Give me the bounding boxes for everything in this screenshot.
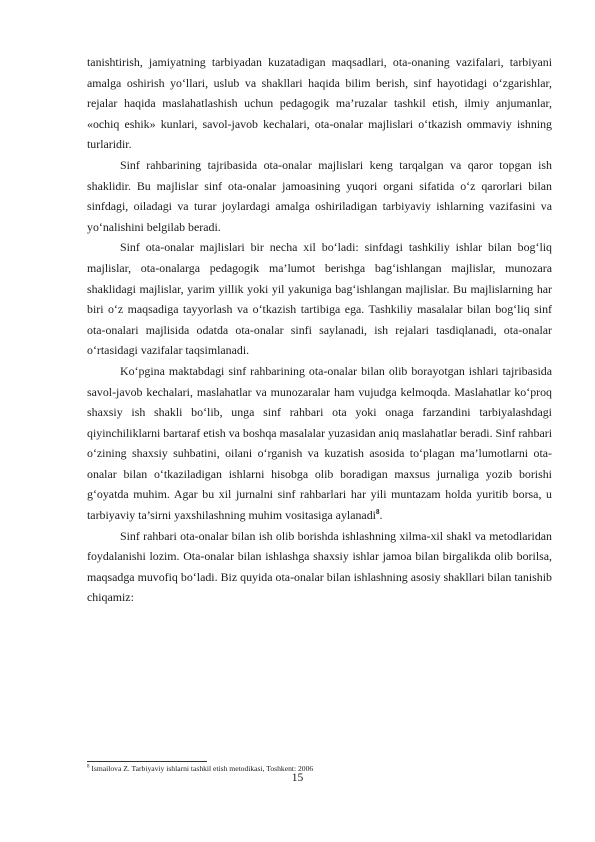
- footnote-divider: [87, 761, 207, 762]
- paragraph-3: Sinf ota-onalar majlislari bir necha xil bo‘ladi: sinfdagi tashkiliy ishlar bilan bog‘liq majlislar, ota-onalarga pedagogik ma’lumot berishga bag‘ishlangan majlislar, munozara shaklidagi majlislar, yarim yillik yoki yil yakuniga bag‘ishlangan majlislar. Bu majlislarning har biri o‘z maqsadiga tayyorlash va o‘tkazish tartibiga ega. Tashkiliy masalalar bilan bog‘liq sinf ota-onalari majlisida odatda ota-onalar sinfi saylanadi, ish rejalari tasdiqlanadi, ota-onalar o‘rtasidagi vazifalar taqsimlanadi.: [87, 240, 552, 358]
- paragraph-5: Sinf rahbari ota-onalar bilan ish olib borishda ishlashning xilma-xil shakl va metodlaridan foydalanishi lozim. Ota-onalar bilan ishlashga shaxsiy ishlar jamoa bilan birgalikda olib borilsa, maqsadga muvofiq bo‘ladi. Biz quyida ota-onalar bilan ishlashning asosiy shakllari bilan tanishib chiqamiz:: [87, 528, 552, 605]
- paragraph-1: tanishtirish, jamiyatning tarbiyadan kuzatadigan maqsadlari, ota-onaning vazifalari, tarbiyani amalga oshirish yo‘llari, uslub va shakllari haqida bilim berish, sinf hayotidagi o‘zgarishlar, rejalar haqida maslahatlashish uchun pedagogik ma’ruzalar tashkil etish, ilmiy anjumanlar, «ochiq eshik» kunlari, savol-javob kechalari, ota-onalar majlislari o‘tkazish ommaviy ishning turlaridir.: [87, 55, 552, 152]
- paragraph-2: Sinf rahbarining tajribasida ota-onalar majlislari keng tarqalgan va qaror topgan ish shaklidir. Bu majlislar sinf ota-onalar jamoasining yuqori organi sifatida o‘z qarorlari bilan sinfdagi, oiladagi va turar joylardagi amalga oshiriladigan tarbiyaviy ishlarning vazifasini va yo‘nalishini belgilab beradi.: [87, 157, 552, 234]
- footnote-reference: 8: [375, 508, 380, 517]
- paragraph-4-text: Ko‘pgina maktabdagi sinf rahbarining ota-onalar bilan olib borayotgan ishlari tajribasida savol-javob kechalari, maslahatlar va munozaralar ham vujudga kelmoqda. Maslahatlar ko‘proq shaxsiy ish shakli bo‘lib, unga sinf rahbari ota yoki onaga farzandini tarbiyalashdagi qiyinchiliklarni bartaraf etish va boshqa masalalar yuzasidan aniq maslahatlar beradi. Sinf rahbari o‘zining shaxsiy suhbatini, oilani o‘rganish va kuzatish asosida to‘plagan ma’lumotlarni ota-onalar bilan o‘tkaziladigan ishlarni hisobga olib boradigan maxsus jurnaliga yozib borishi g‘oyatda muhim. Agar bu xil jurnalni sinf rahbarlari har yili muntazam holda yuritib borsa, u tarbiyaviy ta’sirni yaxshilashning muhim vositasiga aylanadi: [87, 363, 552, 523]
- footnote-text: Ismailova Z. Tarbiyaviy ishlarni tashkil etish metodikasi, Toshkent: 2006: [89, 764, 314, 773]
- paragraph-4: [87, 361, 552, 526]
- paragraph-4-end: .: [379, 508, 383, 523]
- body-text: [87, 52, 552, 608]
- footnote-number: 8: [87, 764, 90, 770]
- page-number: 15: [291, 772, 304, 784]
